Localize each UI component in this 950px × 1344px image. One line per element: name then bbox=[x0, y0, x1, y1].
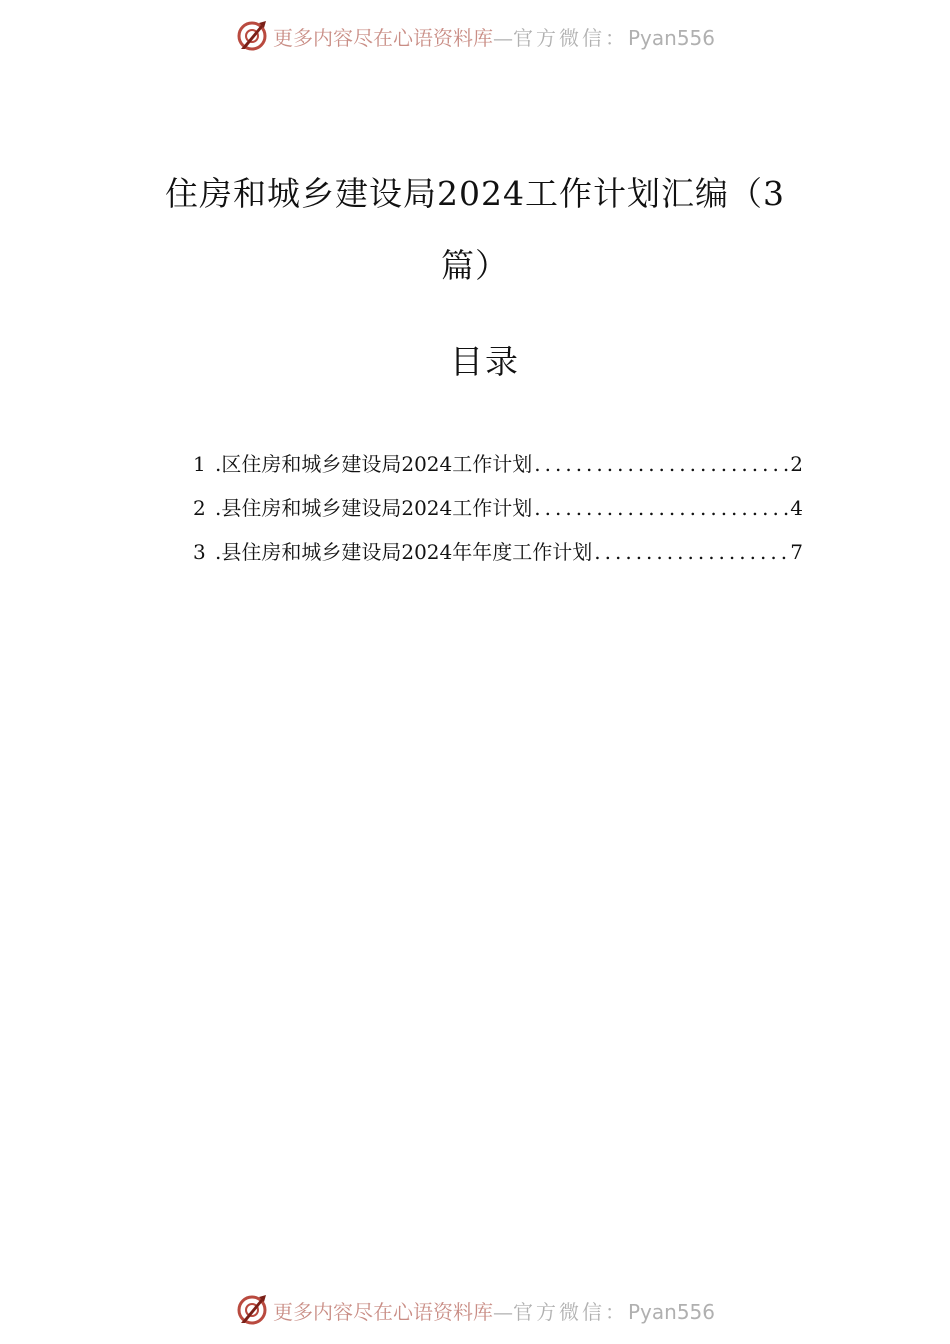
toc-leader-dots bbox=[534, 496, 788, 520]
toc-entry-number: 1 bbox=[193, 452, 206, 476]
banner-brand: 更多内容尽在心语资料库 bbox=[272, 25, 493, 50]
toc-entry-page: 4 bbox=[790, 496, 803, 520]
banner-separator: — bbox=[492, 25, 513, 50]
header-banner bbox=[0, 16, 950, 56]
banner-separator: — bbox=[492, 1299, 513, 1324]
toc-entry-label: .县住房和城乡建设局2024工作计划 bbox=[215, 496, 533, 520]
toc-entry-label: .县住房和城乡建设局2024年年度工作计划 bbox=[215, 540, 593, 564]
banner-text bbox=[273, 22, 715, 51]
banner-wechat-label: 官方微信： bbox=[512, 25, 628, 50]
footer-banner bbox=[0, 1290, 950, 1330]
table-of-contents bbox=[193, 448, 803, 580]
banner-wechat-label: 官方微信： bbox=[512, 1299, 628, 1324]
document-title: 住房和城乡建设局2024工作计划汇编（3篇） bbox=[165, 174, 785, 285]
toc-entry-page: 7 bbox=[790, 540, 803, 564]
banner-wechat-id: Pyan556 bbox=[627, 1299, 715, 1324]
toc-entry-number: 3 bbox=[193, 540, 206, 564]
toc-entry-number: 2 bbox=[193, 496, 206, 520]
toc-entry[interactable] bbox=[193, 536, 803, 580]
toc-entry-page: 2 bbox=[790, 452, 803, 476]
quill-logo-icon bbox=[235, 1293, 269, 1327]
toc-entry-label: .区住房和城乡建设局2024工作计划 bbox=[215, 452, 533, 476]
quill-logo-icon bbox=[235, 19, 269, 53]
toc-leader-dots bbox=[534, 452, 788, 476]
toc-heading: 目录 bbox=[450, 342, 520, 381]
toc-leader-dots bbox=[594, 540, 788, 564]
banner-brand: 更多内容尽在心语资料库 bbox=[272, 1299, 493, 1324]
toc-entry[interactable] bbox=[193, 448, 803, 492]
banner-wechat-id: Pyan556 bbox=[627, 25, 715, 50]
banner-text bbox=[273, 1296, 715, 1325]
toc-entry[interactable] bbox=[193, 492, 803, 536]
